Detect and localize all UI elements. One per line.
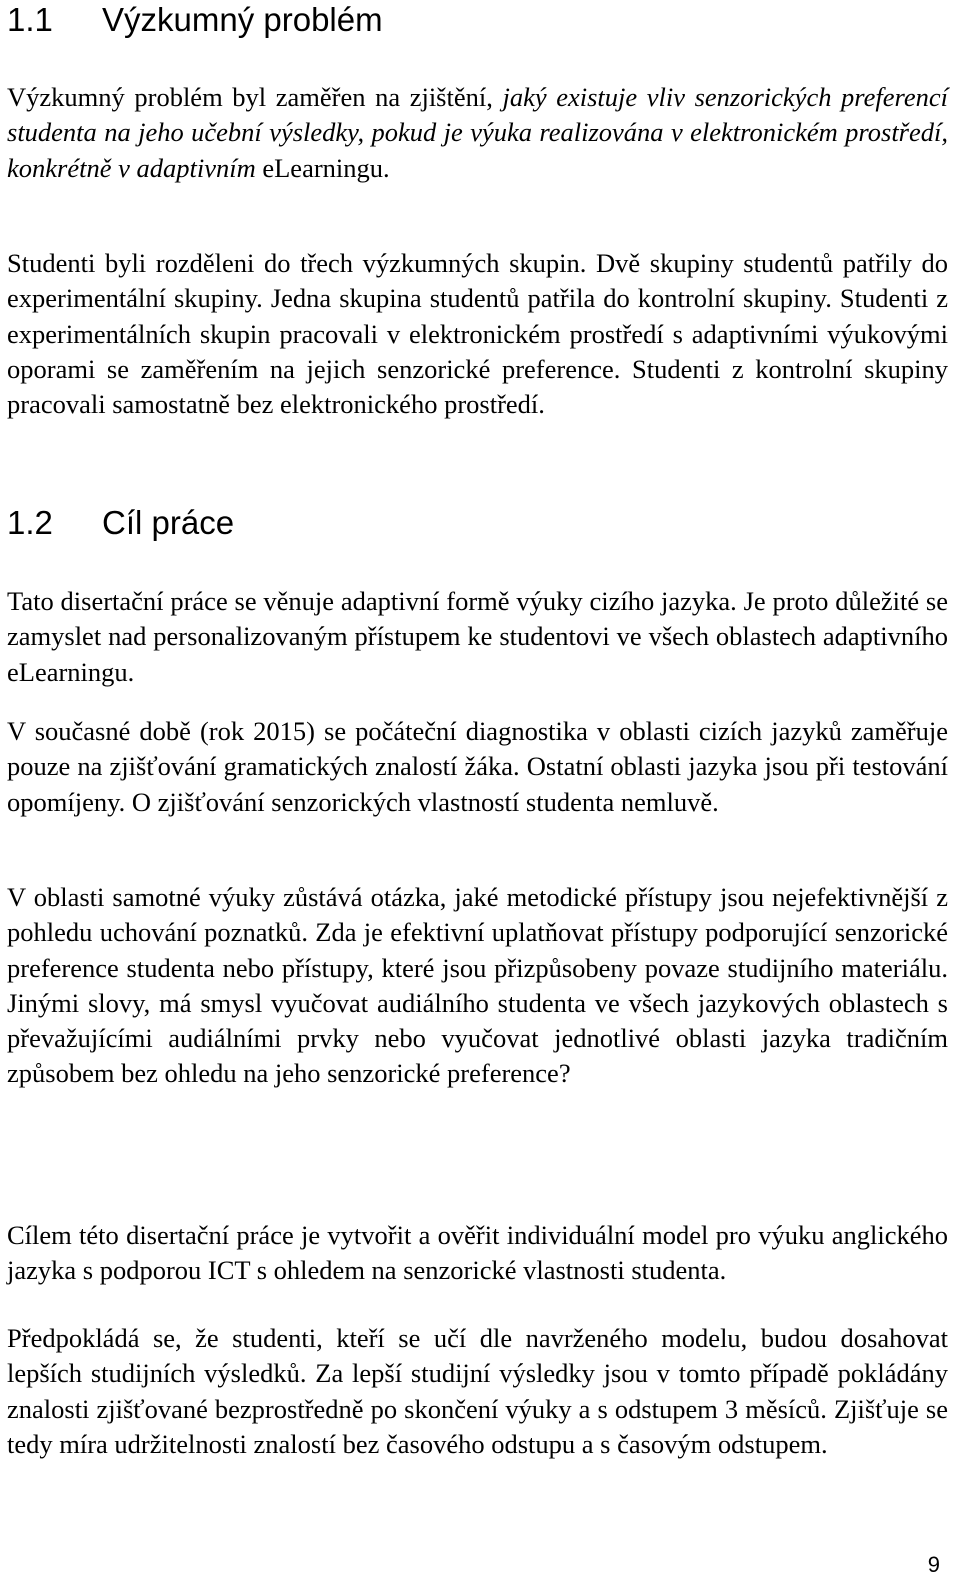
paragraph: Tato disertační práce se věnuje adaptivní formě výuky cizího jazyka. Je proto důležité se zamyslet nad personalizovaným přístupem ke studentovi ve všech oblastech adaptivního eLearningu. [7,586,948,687]
section-number: 1.1 [7,1,53,38]
section-heading-1-2 [7,503,234,543]
paragraph [7,80,948,186]
section-number: 1.2 [7,504,53,541]
paragraph: Cílem této disertační práce je vytvořit a ověřit individuální model pro výuku anglického jazyka s podporou ICT s ohledem na senzorické vlastnosti studenta. [7,1220,948,1286]
paragraph: Studenti byli rozděleni do třech výzkumných skupin. Dvě skupiny studentů patřily do experimentální skupiny. Jedna skupina studentů patřila do kontrolní skupiny. Studenti z experimentálních skupin pracovali v elektronickém prostředí s adaptivními výukovými oporami se zaměřením na jejich senzorické preference. Studenti z kontrolní skupiny pracovali samostatně bez elektronického prostředí. [7,248,948,420]
paragraph: V oblasti samotné výuky zůstává otázka, jaké metodické přístupy jsou nejefektivnější z pohledu uchování poznatků. Zda je efektivní uplatňovat přístupy podporující senzorické preference studenta nebo přístupy, které jsou přizpůsobeny povaze studijního materiálu. Jinými slovy, má smysl vyučovat audiálního studenta ve všech jazykových oblastech s převažujícími audiálními prvky nebo vyučovat jednotlivé oblasti jazyka tradičním způsobem bez ohledu na jeho senzorické preference? [7,882,948,1089]
paragraph: Předpokládá se, že studenti, kteří se učí dle navrženého modelu, budou dosahovat lepších studijních výsledků. Za lepší studijní výsledky jsou v tomto případě pokládány znalosti zjišťované bezprostředně po skončení výuky a s odstupem 3 měsíců. Zjišťuje se tedy míra udržitelnosti znalostí bez časového odstupu a s časovým odstupem. [7,1323,948,1459]
section-title: Výzkumný problém [102,1,383,38]
paragraph-text: Výzkumný problém byl zaměřen na zjištění, [7,82,503,112]
paragraph-text: eLearningu. [262,152,390,183]
page-number: 9 [927,1552,940,1577]
section-heading-1-1 [7,0,383,40]
paragraph-italic-text: jaký existuje vliv senzorických preferencí studenta na jeho učební výsledky, pokud je výuka realizována v elektronickém prostředí, konkrétně v adaptivním [7,82,948,183]
section-title: Cíl práce [102,504,235,541]
paragraph: V současné době (rok 2015) se počáteční diagnostika v oblasti cizích jazyků zaměřuje pouze na zjišťování gramatických znalostí žáka. Ostatní oblasti jazyka jsou při testování opomíjeny. O zjišťování senzorických vlastností studenta nemluvě. [7,716,948,817]
